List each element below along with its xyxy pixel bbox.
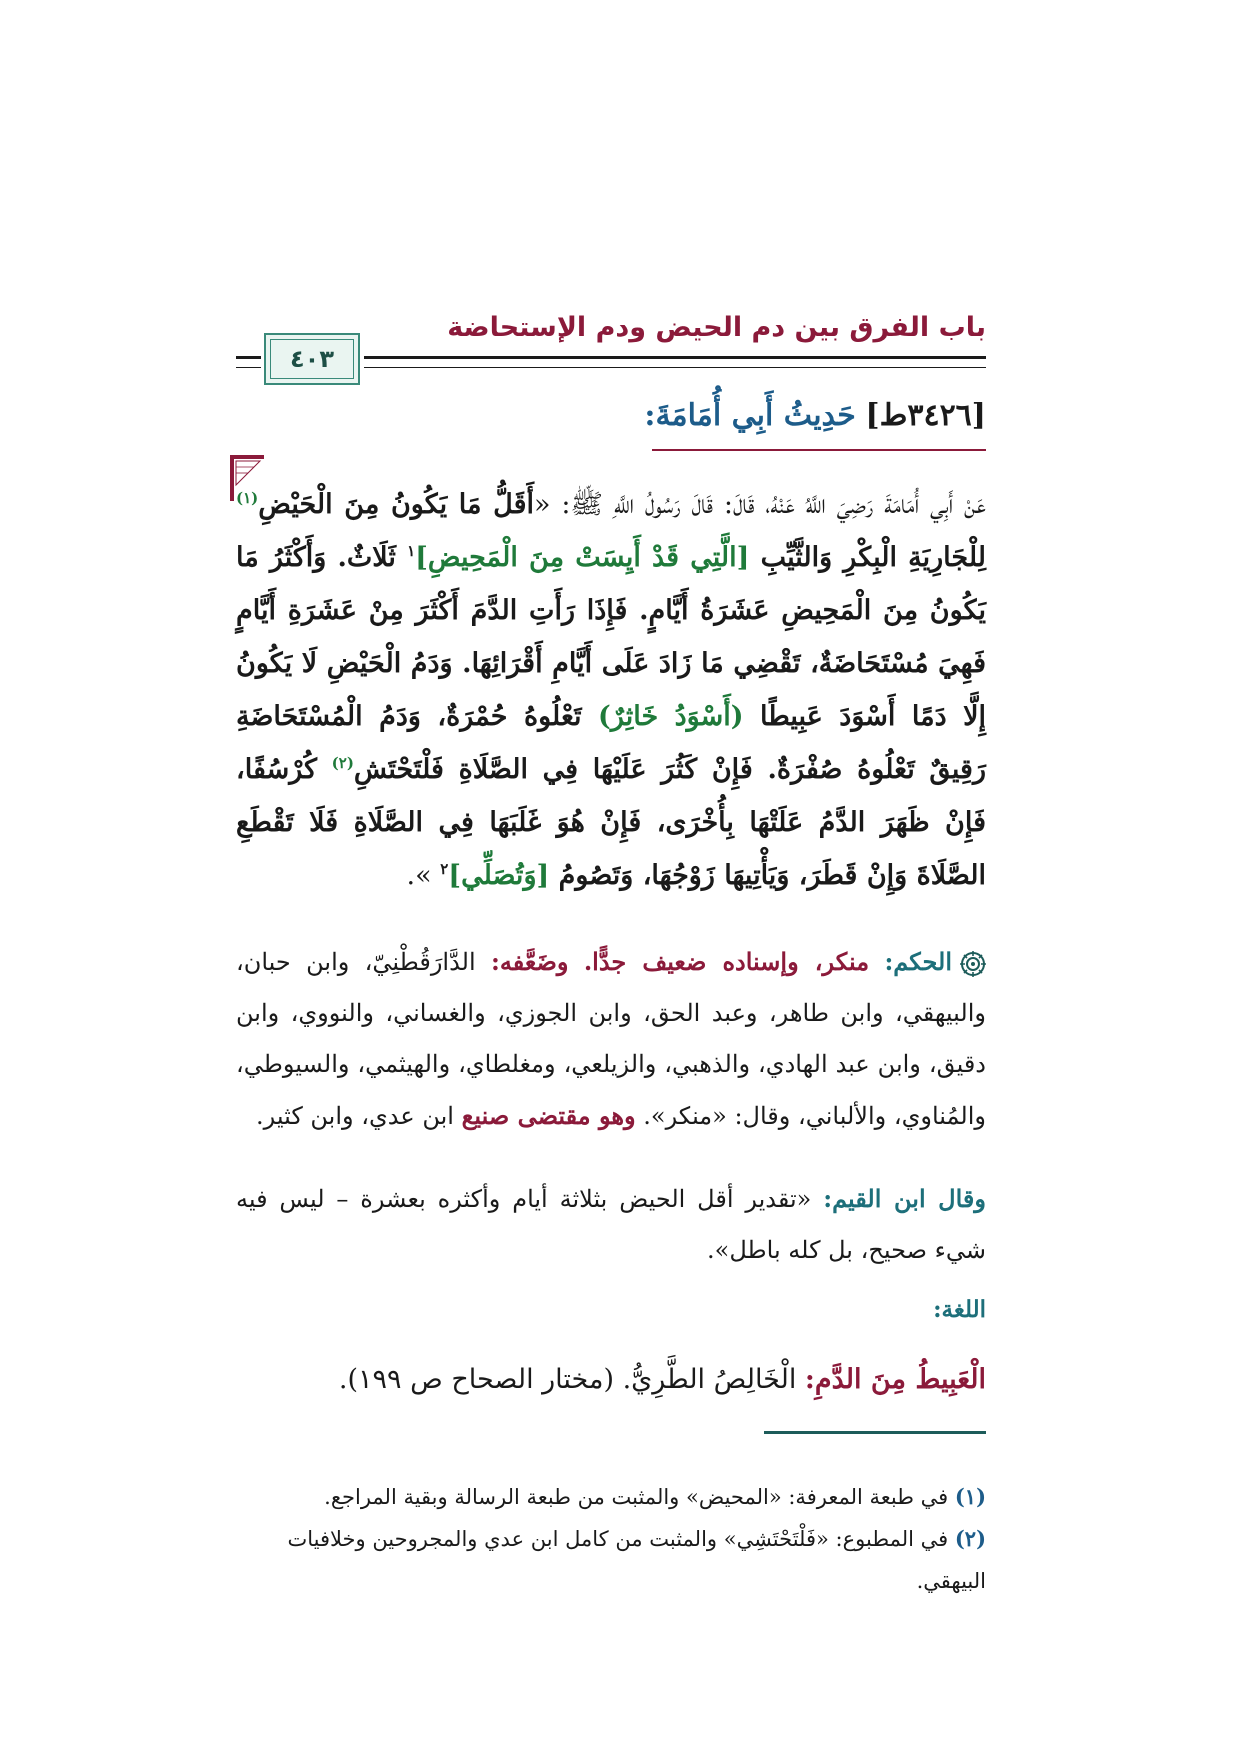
hadith-heading (644, 398, 986, 433)
lugha-term: الْعَبِيطُ مِنَ الدَّمِ: (804, 1364, 986, 1395)
footnote-ref-1[interactable]: (١) (236, 489, 259, 507)
hadith-lead: عَنْ أَبِي أُمَامَةَ رَضِيَ اللَّهُ عَنْهُ، قَالَ: قَالَ رَسُولُ اللَّهِ ﷺ: « (533, 489, 986, 520)
hadith-text-3: ثَلَاثٌ. وَأَكْثَرُ مَا يَكُونُ مِنَ الْمَحِيضِ عَشَرَةُ أَيَّامٍ. فَإِذَا رَأَتِ الدَّمَ أَكْثَرَ مِنْ عَشَرَةِ أَيَّامٍ فَهِيَ مُسْتَحَاضَةٌ، تَقْضِي مَا زَادَ عَلَى أَيَّامِ أَقْرَائِهَا. وَدَمُ الْحَيْضِ لَا يَكُونُ إِلَّا دَمًا أَسْوَدَ عَبِيطًا (236, 542, 987, 732)
footnote-rule (764, 1431, 986, 1434)
footnotes (236, 1476, 986, 1602)
lugha-definition: الْخَالِصُ الطَّرِيُّ. (مختار الصحاح ص ١٩٩). (338, 1364, 805, 1395)
ibn-qayyim-text: «تقدير أقل الحيض بثلاثة أيام وأكثره بعشرة – ليس فيه شيء صحيح، بل كله باطل». (236, 1185, 986, 1264)
variant-3: [وَتُصَلِّي] (448, 860, 550, 891)
hadith-text-2: لِلْجَارِيَةِ الْبِكْرِ وَالثَّيِّبِ (749, 542, 986, 573)
lugha-entry (339, 1364, 986, 1395)
hadith-text-1: أَقَلُّ مَا يَكُونُ مِنَ الْحَيْضِ (258, 489, 534, 520)
hadith-end: ». (406, 860, 441, 891)
page-number: ٤٠٣ (290, 345, 334, 373)
footnote-text: في طبعة المعرفة: «المحيض» والمثبت من طبعة الرسالة وبقية المراجع. (324, 1485, 955, 1509)
hadith-text-5: كُرْسُفًا، فَإِنْ ظَهَرَ الدَّمُ عَلَتْهَا بِأُخْرَى، فَإِنْ هُوَ غَلَبَهَا فِي الصَّلَاةِ فَلَا تَقْطَعِ الصَّلَاةَ وَإِنْ قَطَرَ، وَيَأْتِيهَا زَوْجُهَا، وَتَصُومُ (236, 754, 986, 891)
header-rule-left (236, 356, 261, 368)
hadith-heading-rule (652, 449, 986, 451)
ruling-label: الحكم: (884, 947, 952, 976)
footnote (236, 1476, 986, 1518)
ruling-paragraph (236, 936, 986, 1142)
chapter-title: باب الفرق بين دم الحيض ودم الإستحاضة (447, 312, 986, 343)
footnote-ref-2[interactable]: (٢) (331, 754, 354, 772)
footnote-text: في المطبوع: «فَلْتَحْتَشِي» والمثبت من كامل ابن عدي والمجروحين وخلافيات البيهقي. (287, 1527, 986, 1593)
footnote (236, 1518, 986, 1602)
lugha-heading: اللغة: (933, 1296, 986, 1323)
weakened-label: وضَعَّفه: (491, 947, 569, 976)
hadith-title: حَدِيثُ أَبِي أُمَامَةَ: (644, 398, 856, 433)
header-rule (364, 356, 986, 368)
variant-1: [الَّتِي قَدْ أَيِسَتْ مِنَ الْمَحِيضِ] (415, 542, 750, 573)
hadith-text (236, 478, 986, 902)
ibn-qayyim-paragraph (236, 1173, 986, 1276)
variant-2: (أَسْوَدُ خَاثِرٌ) (598, 701, 744, 732)
ruling-verdict: منكر، وإسناده ضعيف جدًّا. (583, 947, 870, 976)
rosette-icon (960, 951, 986, 977)
ibn-qayyim-label: وقال ابن القيم: (823, 1184, 986, 1213)
hadith-text-4: تَعْلُوهُ حُمْرَةٌ، وَدَمُ الْمُسْتَحَاضَةِ رَقِيقٌ تَعْلُوهُ صُفْرَةٌ. فَإِنْ كَثُرَ عَلَيْهَا فِي الصَّلَاةِ فَلْتَحْتَشِ (236, 701, 986, 785)
footnote-number: (١) (954, 1484, 986, 1509)
ruling-crimson-text: وهو مقتضى صنيع (461, 1101, 636, 1130)
footnote-number: (٢) (954, 1526, 986, 1551)
ruling-tail: ابن عدي، وابن كثير. (256, 1102, 462, 1130)
note-ref-1: ١ (407, 542, 416, 560)
note-ref-2: ٢ (440, 860, 449, 878)
ruling-scholars: الدَّارَقُطْنِيّ، وابن حبان، والبيهقي، وابن طاهر، وعبد الحق، وابن الجوزي، والغساني، والنووي، وابن دقيق، وابن عبد الهادي، والذهبي، والزيلعي، ومغلطاي، والهيثمي، والسيوطي، والمُناوي، والألباني، وقال: «منكر». (236, 948, 986, 1130)
hadith-code: [٣٤٢٦ط] (865, 398, 986, 433)
page-number-box (264, 333, 360, 385)
